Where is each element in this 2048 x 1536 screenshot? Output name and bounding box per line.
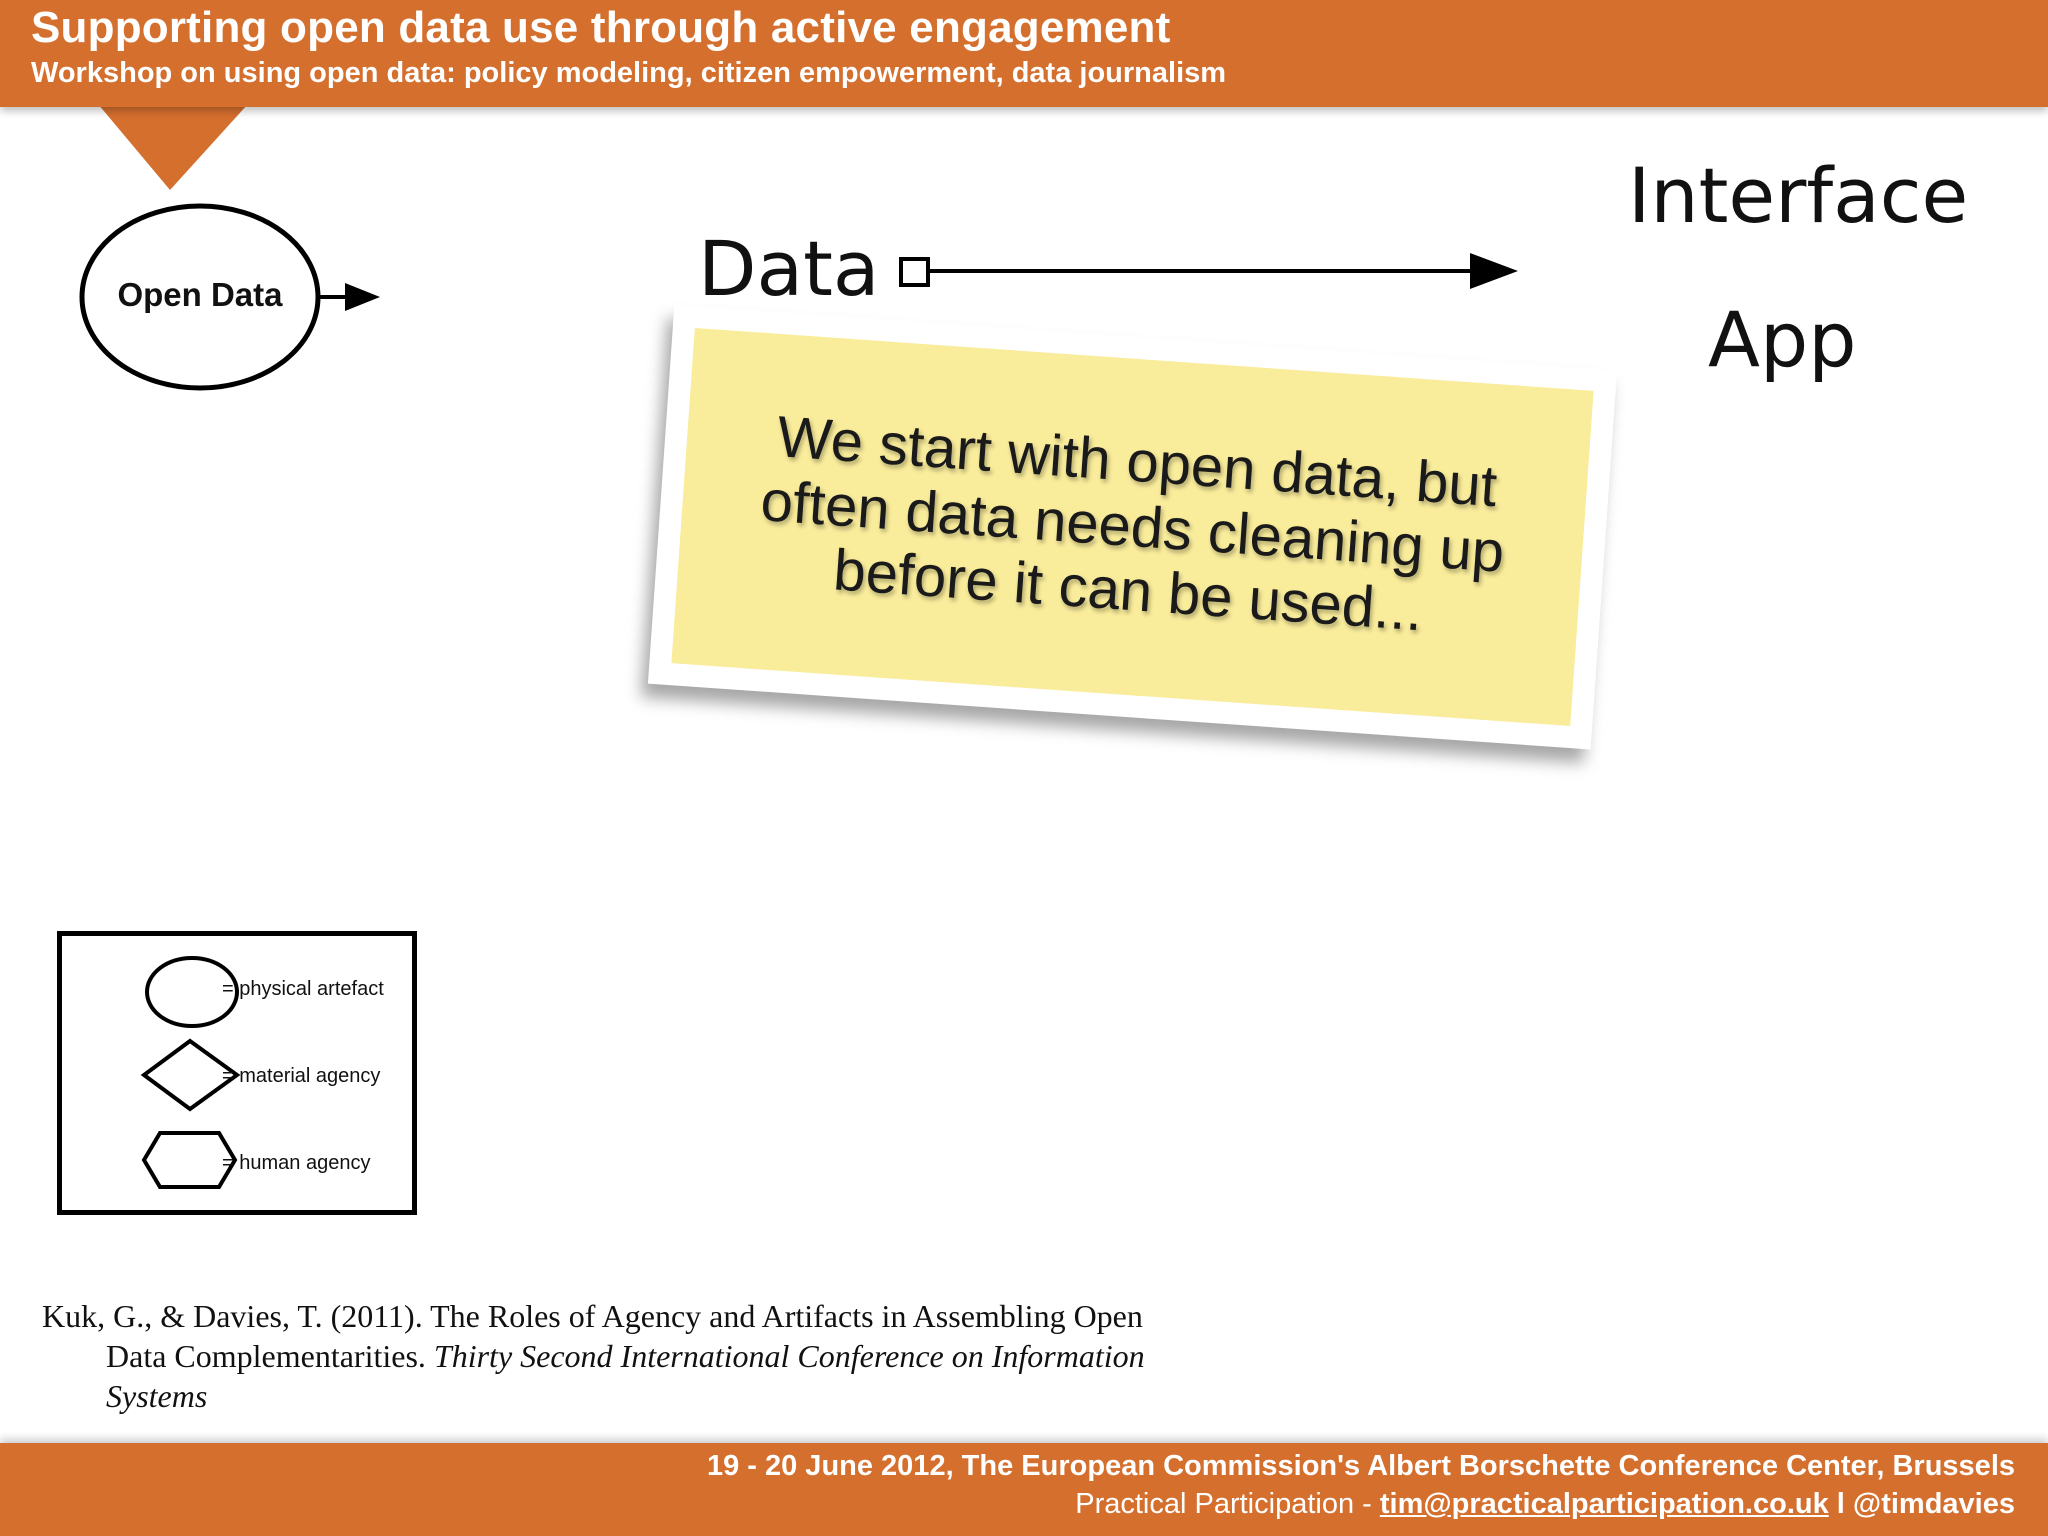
citation-line-2	[42, 1336, 1242, 1376]
open-data-label: Open Data	[117, 276, 283, 313]
data-to-interface-arrow-head	[1470, 253, 1518, 289]
footer-contact	[1075, 1488, 2015, 1521]
footer-event: 19 - 20 June 2012, The European Commission's Albert Borschette Conference Center, Brussels	[706, 1450, 2015, 1482]
footer-email-link[interactable]: tim@practicalparticipation.co.uk	[1379, 1488, 1829, 1520]
sticky-note-text: We start with open data, but often data needs cleaning up before it can be used...	[758, 403, 1507, 644]
sticky-note-paper	[671, 328, 1593, 726]
legend-label-material-agency: = material agency	[222, 1065, 381, 1087]
data-connector-square	[901, 259, 928, 285]
citation-line-3	[42, 1376, 1242, 1416]
footer-separator: l	[1828, 1488, 1853, 1520]
citation-venue-cont: Systems	[106, 1378, 208, 1414]
footer-bar	[0, 1443, 2048, 1536]
open-data-ellipse	[82, 206, 318, 388]
footer-org: Practical Participation -	[1075, 1488, 1380, 1520]
page-subtitle: Workshop on using open data: policy modeling, citizen empowerment, data journalism	[31, 57, 1227, 89]
sticky-note	[648, 305, 1617, 750]
legend-label-human-agency: = human agency	[222, 1152, 371, 1174]
data-label: Data	[698, 224, 880, 313]
citation-venue: Thirty Second International Conference on Information	[433, 1338, 1145, 1374]
app-label: App	[1708, 295, 1857, 384]
citation-title-cont: Data Complementarities.	[106, 1338, 426, 1374]
citation	[42, 1296, 1242, 1416]
page-title: Supporting open data use through active engagement	[31, 3, 1171, 52]
interface-label: Interface	[1628, 151, 1969, 240]
citation-line-1: Kuk, G., & Davies, T. (2011). The Roles of Agency and Artifacts in Assembling Open	[42, 1298, 1143, 1334]
open-data-arrow-head	[345, 283, 380, 311]
footer-twitter-handle: @timdavies	[1852, 1488, 2015, 1520]
legend-box	[57, 931, 417, 1215]
legend-label-physical-artefact: = physical artefact	[222, 978, 384, 1000]
header-bar	[0, 0, 2048, 107]
